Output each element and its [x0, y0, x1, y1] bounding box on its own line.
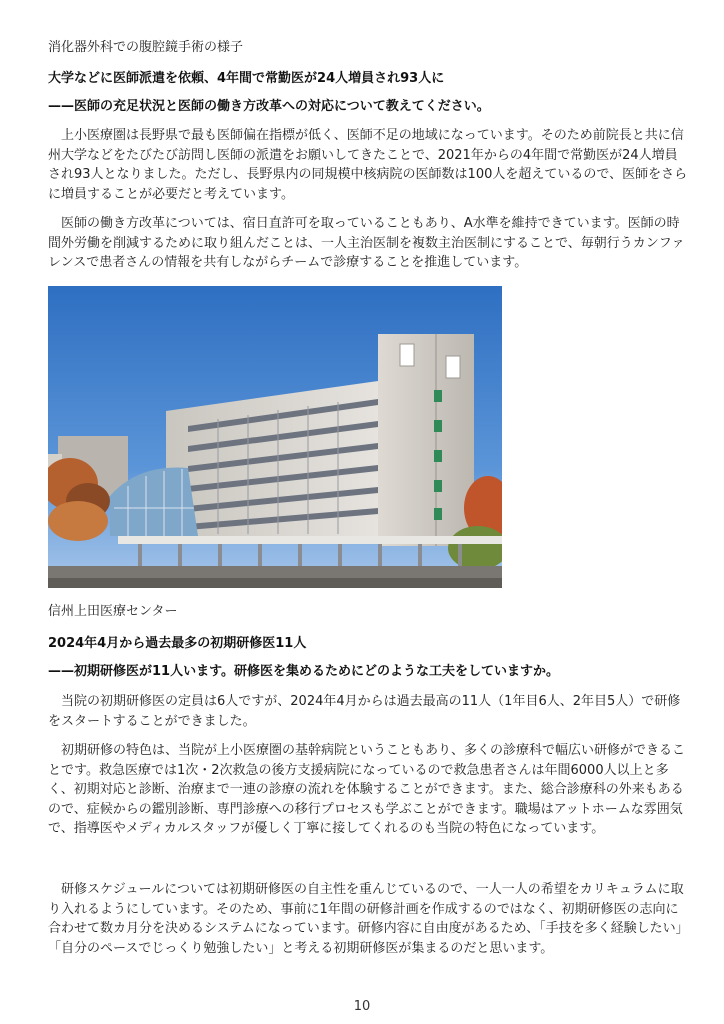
- section2-title: 2024年4月から過去最多の初期研修医11人: [48, 636, 307, 651]
- section2-paragraph-1: 当院の初期研修医の定員は6人ですが、2024年4月からは過去最高の11人（1年目6人、2年目5人）で研修をスタートすることができました。: [48, 694, 681, 729]
- hospital-photo-caption: 信州上田医療センター: [48, 604, 178, 619]
- section2-paragraph-3: 研修スケジュールについては初期研修医の自主性を重んじているので、一人一人の希望をカリキュラムに取り入れるようにしています。そのため、事前に1年間の研修計画を作成するのではなく、初期研修医の志向に合わせて数カ月分を決めるシステムになっています。研修内容に自由度があるため、「手技を多く経験したい」「自分のペースでじっくり勉強したい」と考える初期研修医が集まるのだと思います。: [48, 882, 684, 956]
- section1-paragraph-1: 上小医療圏は長野県で最も医師偏在指標が低く、医師不足の地域になっています。そのため前院長と共に信州大学などをたびたび訪問し医師の派遣をお願いしてきたことで、2021年からの4年間で常勤医が24人増員され93人となりました。ただし、長野県内の同規模中核病院の医師数は100人を超えているので、医師をさらに増員することが必要だと考えています。: [48, 128, 688, 202]
- surgery-photo-caption: 消化器外科での腹腔鏡手術の様子: [48, 40, 244, 55]
- section1-paragraph-2: 医師の働き方改革については、宿日直許可を取っていることもあり、A水準を維持できています。医師の時間外労働を削減するために取り組んだことは、一人主治医制を複数主治医制にすることで、毎朝行うカンファレンスで患者さんの情報を共有しながらチームで診療することを推進しています。: [48, 216, 685, 270]
- page-number: 10: [353, 999, 371, 1014]
- section2-paragraph-2: 初期研修の特色は、当院が上小医療圏の基幹病院ということもあり、多くの診療科で幅広い研修ができることです。救急医療では1次・2次救急の後方支援病院になっているので救急患者さんは年間6000人以上と多く、初期対応と診断、治療まで一連の診療の流れを体験することができます。また、総合診療科の外来もあるので、症候からの鑑別診断、専門診療への移行プロセスも学ぶことができます。職場はアットホームな雰囲気で、指導医やメディカルスタッフが優しく丁寧に接してくれるのも当院の特色になっています。: [48, 743, 686, 836]
- section2-question: ——初期研修医が11人います。研修医を集めるためにどのような工夫をしていますか。: [48, 664, 560, 679]
- hospital-building-photo: [48, 286, 502, 588]
- section1-title: 大学などに医師派遣を依頼、4年間で常勤医が24人増員され93人に: [48, 71, 445, 86]
- section1-question: ——医師の充足状況と医師の働き方改革への対応について教えてください。: [48, 99, 490, 114]
